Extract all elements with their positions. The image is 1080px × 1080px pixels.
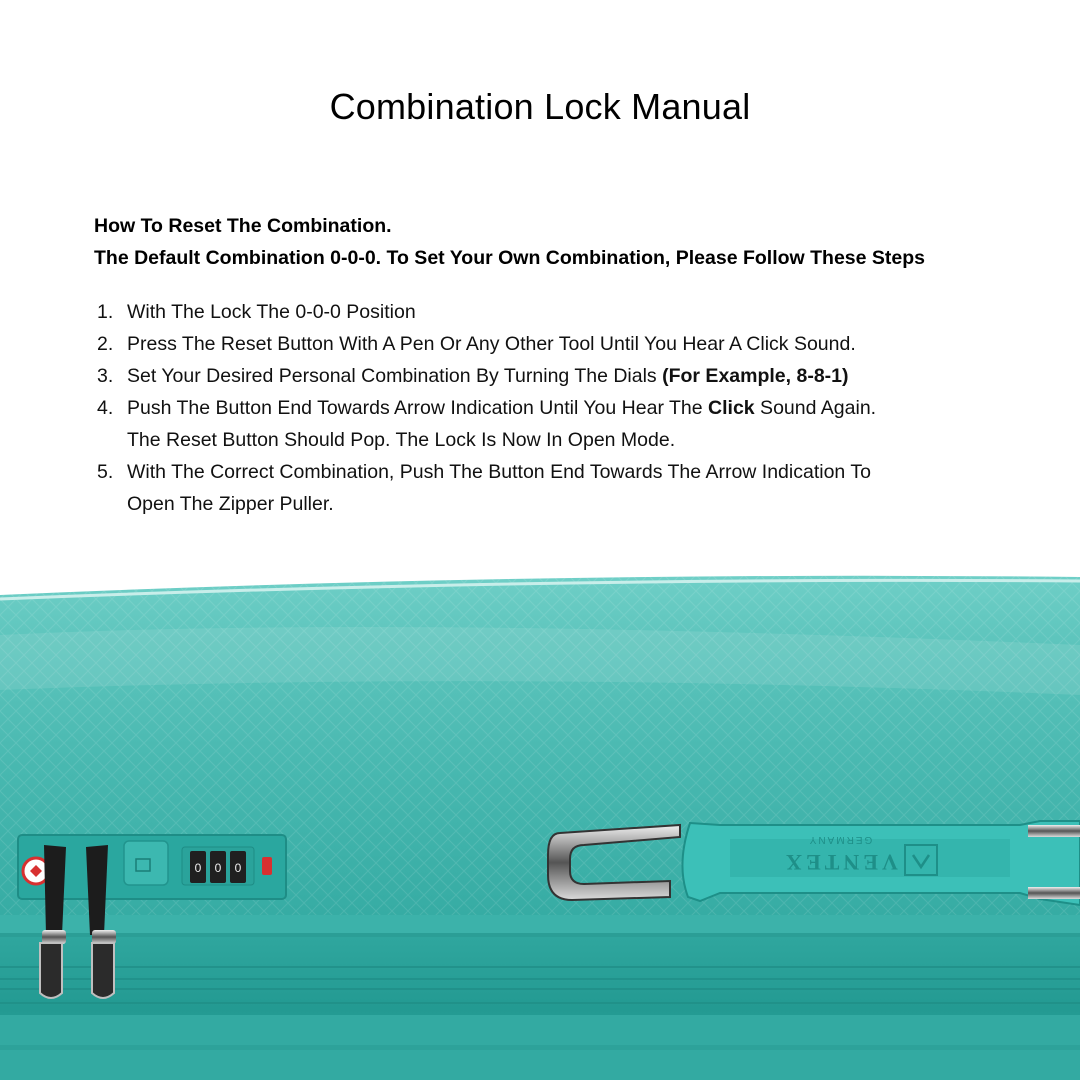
page-title: Combination Lock Manual [329, 86, 751, 127]
step-text: With The Lock The 0-0-0 Position [127, 301, 416, 323]
handle-brand-text: VENTEX [782, 850, 898, 875]
step-item [97, 456, 997, 520]
suitcase-photo [0, 575, 1080, 1080]
step-text: With The Correct Combination, Push The Button End Towards The Arrow Indication To Open The Zipper Puller. [127, 461, 871, 515]
step-item [97, 360, 997, 392]
handle-origin-text: GERMANY [807, 834, 873, 845]
step-number: 1. [97, 301, 114, 323]
step-number: 4. [97, 397, 114, 419]
step-number: 3. [97, 365, 114, 387]
step-text: Set Your Desired Personal Combination By Turning The Dials (For Example, 8-8-1) [127, 365, 849, 387]
step-item [97, 392, 997, 456]
step-number: 5. [97, 461, 114, 483]
intro-subheading: The Default Combination 0-0-0. To Set Your Own Combination, Please Follow These Steps [94, 247, 926, 269]
step-number: 2. [97, 333, 114, 355]
lock-dial-2: 0 [214, 861, 222, 875]
step-item [97, 328, 997, 360]
lock-dial-1: 0 [194, 861, 202, 875]
intro-heading: How To Reset The Combination. [94, 215, 392, 237]
intro-block [94, 210, 1054, 274]
step-item [97, 296, 997, 328]
steps-list [97, 296, 997, 520]
step-text: Push The Button End Towards Arrow Indication Until You Hear The Click Sound Again. The Reset Button Should Pop. The Lock Is Now In Open Mode. [127, 397, 877, 451]
step-text: Press The Reset Button With A Pen Or Any Other Tool Until You Hear A Click Sound. [127, 333, 856, 355]
lock-dial-3: 0 [234, 861, 242, 875]
